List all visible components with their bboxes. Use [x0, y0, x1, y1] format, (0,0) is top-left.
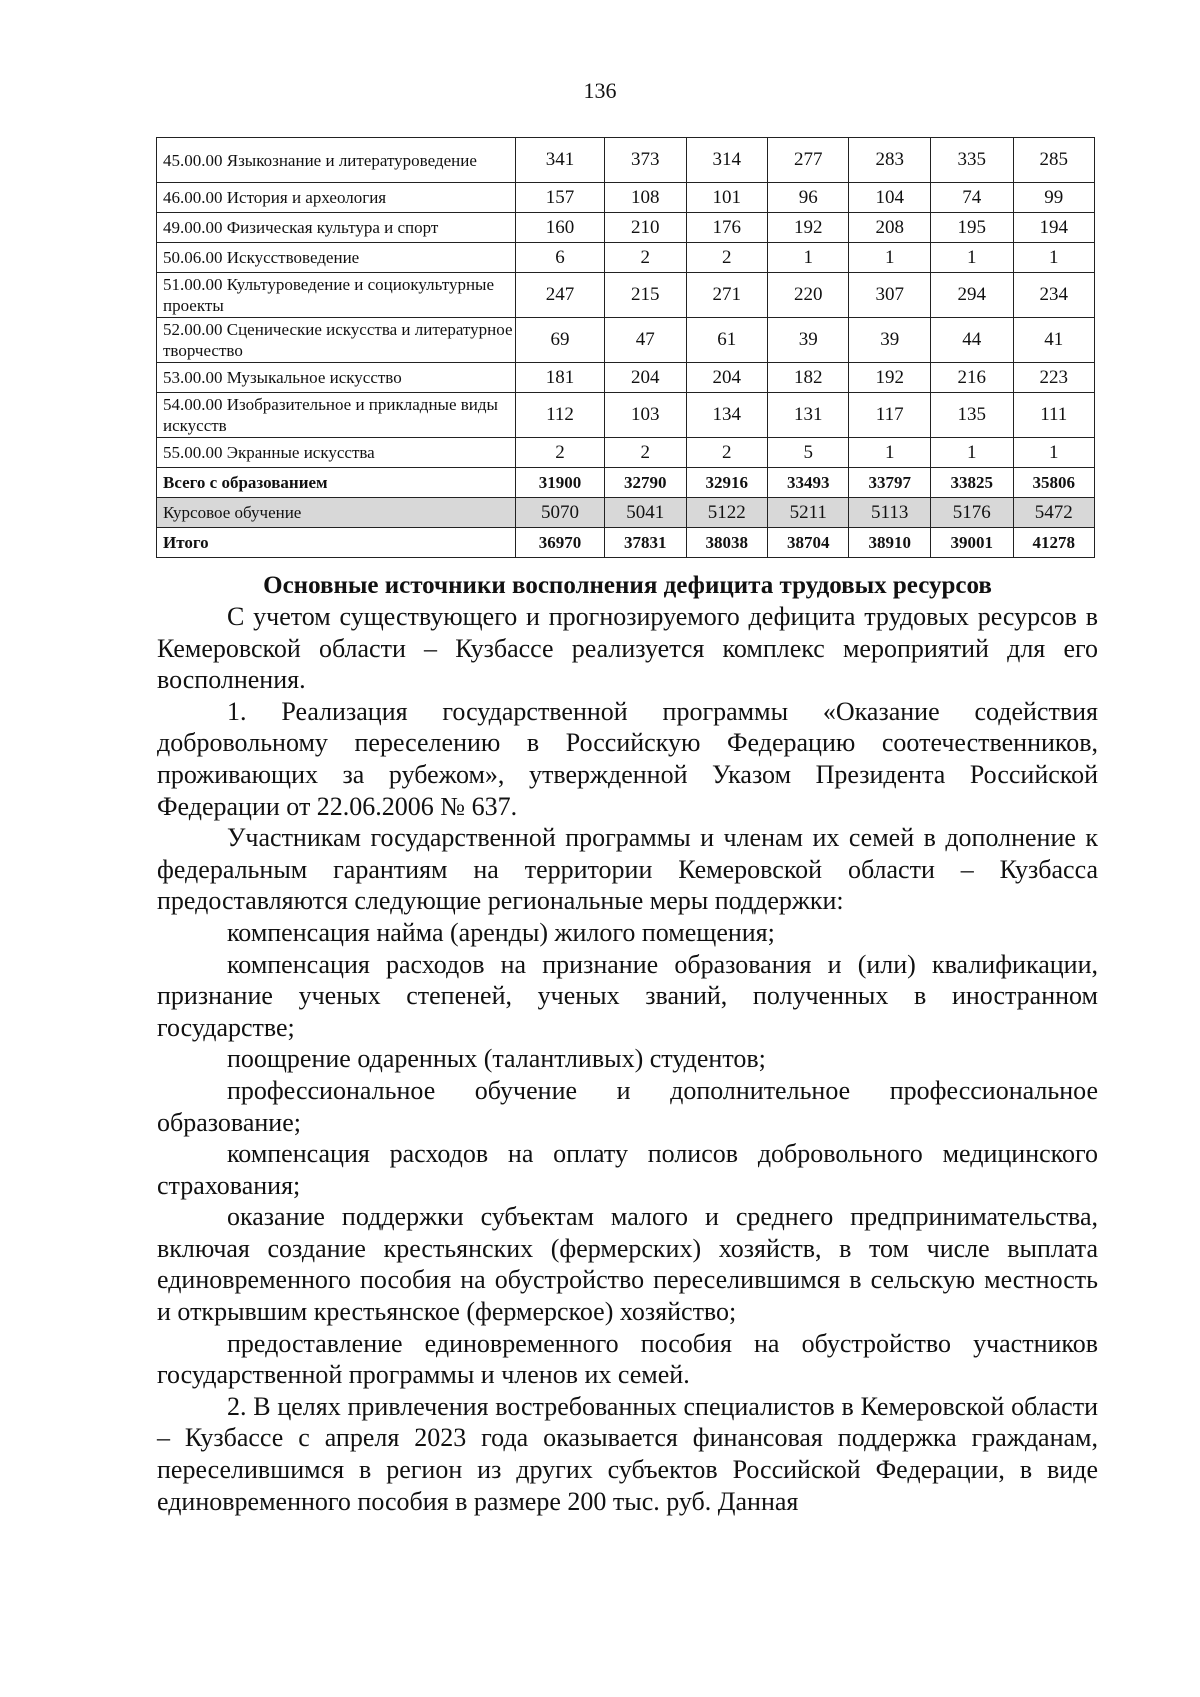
- table-cell: 181: [515, 363, 604, 393]
- table-cell: 1: [849, 438, 930, 468]
- table-cell: 131: [768, 393, 849, 438]
- table-cell: 103: [605, 393, 686, 438]
- row-label: Курсовое обучение: [157, 498, 516, 528]
- table-cell: 61: [686, 318, 767, 363]
- table-cell: 215: [605, 273, 686, 318]
- table-cell: 247: [515, 273, 604, 318]
- table-cell: 341: [515, 138, 604, 183]
- row-label: 49.00.00 Физическая культура и спорт: [157, 213, 516, 243]
- table-cell: 36970: [515, 528, 604, 558]
- table-cell: 44: [930, 318, 1013, 363]
- table-cell: 277: [768, 138, 849, 183]
- table-cell: 182: [768, 363, 849, 393]
- table-row: [157, 213, 1095, 243]
- table-row: [157, 438, 1095, 468]
- table-cell: 5070: [515, 498, 604, 528]
- table-cell: 204: [605, 363, 686, 393]
- row-label: 54.00.00 Изобразительное и прикладные виды искусств: [157, 393, 516, 438]
- table-row: [157, 393, 1095, 438]
- table-cell: 2: [686, 438, 767, 468]
- table-cell: 32790: [605, 468, 686, 498]
- table-cell: 39: [849, 318, 930, 363]
- table-cell: 38038: [686, 528, 767, 558]
- table-cell: 5122: [686, 498, 767, 528]
- table-cell: 33493: [768, 468, 849, 498]
- table-cell: 41: [1013, 318, 1095, 363]
- list-item: профессиональное обучение и дополнительное профессиональное образование;: [157, 1075, 1098, 1137]
- table-cell: 223: [1013, 363, 1095, 393]
- table-cell: 38704: [768, 528, 849, 558]
- table-cell: 5472: [1013, 498, 1095, 528]
- table-cell: 47: [605, 318, 686, 363]
- table-cell: 160: [515, 213, 604, 243]
- table-row: [157, 528, 1095, 558]
- table-cell: 38910: [849, 528, 930, 558]
- table-cell: 35806: [1013, 468, 1095, 498]
- table-cell: 1: [1013, 438, 1095, 468]
- table-cell: 5041: [605, 498, 686, 528]
- table-cell: 283: [849, 138, 930, 183]
- section-heading: Основные источники восполнения дефицита трудовых ресурсов: [263, 572, 992, 599]
- table-row: [157, 468, 1095, 498]
- table-cell: 176: [686, 213, 767, 243]
- table-cell: 39001: [930, 528, 1013, 558]
- table-cell: 2: [605, 243, 686, 273]
- table-cell: 33825: [930, 468, 1013, 498]
- table-cell: 69: [515, 318, 604, 363]
- table-cell: 192: [768, 213, 849, 243]
- row-label: 52.00.00 Сценические искусства и литературное творчество: [157, 318, 516, 363]
- list-item: компенсация найма (аренды) жилого помещения;: [227, 917, 775, 947]
- table-cell: 208: [849, 213, 930, 243]
- page-number: 136: [583, 78, 617, 103]
- table-cell: 31900: [515, 468, 604, 498]
- table-cell: 271: [686, 273, 767, 318]
- table-cell: 195: [930, 213, 1013, 243]
- paragraph: Участникам государственной программы и членам их семей в дополнение к федеральным гарантиям на территории Кемеровской области – Кузбасса предоставляются следующие региональные меры поддержки:: [157, 823, 1098, 916]
- table-cell: 2: [515, 438, 604, 468]
- table-cell: 220: [768, 273, 849, 318]
- table-cell: 194: [1013, 213, 1095, 243]
- table-cell: 39: [768, 318, 849, 363]
- row-label: 46.00.00 История и археология: [157, 183, 516, 213]
- paragraph: С учетом существующего и прогнозируемого дефицита трудовых ресурсов в Кемеровской области – Кузбассе реализуется комплекс мероприятий для его восполнения.: [157, 602, 1098, 695]
- table-cell: 135: [930, 393, 1013, 438]
- table-cell: 1: [768, 243, 849, 273]
- list-item: компенсация расходов на оплату полисов добровольного медицинского страхования;: [157, 1139, 1098, 1200]
- table-row: [157, 243, 1095, 273]
- table-cell: 111: [1013, 393, 1095, 438]
- table-cell: 1: [930, 243, 1013, 273]
- table-cell: 96: [768, 183, 849, 213]
- table-cell: 373: [605, 138, 686, 183]
- table-cell: 1: [930, 438, 1013, 468]
- table-cell: 99: [1013, 183, 1095, 213]
- table-cell: 314: [686, 138, 767, 183]
- table-cell: 104: [849, 183, 930, 213]
- table-cell: 192: [849, 363, 930, 393]
- table-cell: 157: [515, 183, 604, 213]
- list-item: предоставление единовременного пособия на обустройство участников государственной программы и членов их семей.: [157, 1328, 1098, 1390]
- table-cell: 5176: [930, 498, 1013, 528]
- table-row: [157, 498, 1095, 528]
- table-row: [157, 273, 1095, 318]
- table-cell: 108: [605, 183, 686, 213]
- table-cell: 5211: [768, 498, 849, 528]
- table-cell: 285: [1013, 138, 1095, 183]
- table-cell: 2: [686, 243, 767, 273]
- table-cell: 37831: [605, 528, 686, 558]
- main-text: [157, 572, 1098, 1517]
- paragraph: 2. В целях привлечения востребованных специалистов в Кемеровской области – Кузбассе с апреля 2023 года оказывается финансовая поддержка гражданам, переселившимся в регион из других субъектов Российской Федерации, в виде единовременного пособия в размере 200 тыс. руб. Данная: [157, 1391, 1098, 1516]
- table-cell: 216: [930, 363, 1013, 393]
- table-row: [157, 318, 1095, 363]
- row-label: 45.00.00 Языкознание и литературоведение: [157, 138, 516, 183]
- table-cell: 234: [1013, 273, 1095, 318]
- row-label: 55.00.00 Экранные искусства: [157, 438, 516, 468]
- table-cell: 1: [1013, 243, 1095, 273]
- table-cell: 112: [515, 393, 604, 438]
- list-item: оказание поддержки субъектам малого и среднего предпринимательства, включая создание крестьянских (фермерских) хозяйств, в том числе выплата единовременного пособия на обустройство переселившимся в сельскую местность и открывшим крестьянское (фермерское) хозяйство;: [157, 1202, 1098, 1327]
- row-label: 51.00.00 Культуроведение и социокультурные проекты: [157, 273, 516, 318]
- table-cell: 33797: [849, 468, 930, 498]
- row-label: 53.00.00 Музыкальное искусство: [157, 363, 516, 393]
- table-cell: 117: [849, 393, 930, 438]
- table-cell: 32916: [686, 468, 767, 498]
- table-cell: 204: [686, 363, 767, 393]
- table-cell: 335: [930, 138, 1013, 183]
- list-item: поощрение одаренных (талантливых) студентов;: [227, 1044, 766, 1074]
- row-label: Итого: [157, 528, 516, 558]
- table-cell: 307: [849, 273, 930, 318]
- table-cell: 101: [686, 183, 767, 213]
- table-row: [157, 183, 1095, 213]
- row-label: 50.06.00 Искусствоведение: [157, 243, 516, 273]
- list-item: компенсация расходов на признание образования и (или) квалификации, признание ученых степеней, ученых званий, полученных в иностранном государстве;: [157, 949, 1098, 1042]
- table-row: [157, 138, 1095, 183]
- table-cell: 5113: [849, 498, 930, 528]
- table-cell: 210: [605, 213, 686, 243]
- table-cell: 2: [605, 438, 686, 468]
- table-cell: 294: [930, 273, 1013, 318]
- table-cell: 74: [930, 183, 1013, 213]
- table-cell: 6: [515, 243, 604, 273]
- table-cell: 41278: [1013, 528, 1095, 558]
- graduates-table: [156, 137, 1095, 558]
- paragraph: 1. Реализация государственной программы «Оказание содействия добровольному переселению в Российскую Федерацию соотечественников, проживающих за рубежом», утвержденной Указом Президента Российской Федерации от 22.06.2006 № 637.: [157, 696, 1098, 821]
- table-cell: 134: [686, 393, 767, 438]
- row-label: Всего с образованием: [157, 468, 516, 498]
- table-cell: 5: [768, 438, 849, 468]
- table-cell: 1: [849, 243, 930, 273]
- table-row: [157, 363, 1095, 393]
